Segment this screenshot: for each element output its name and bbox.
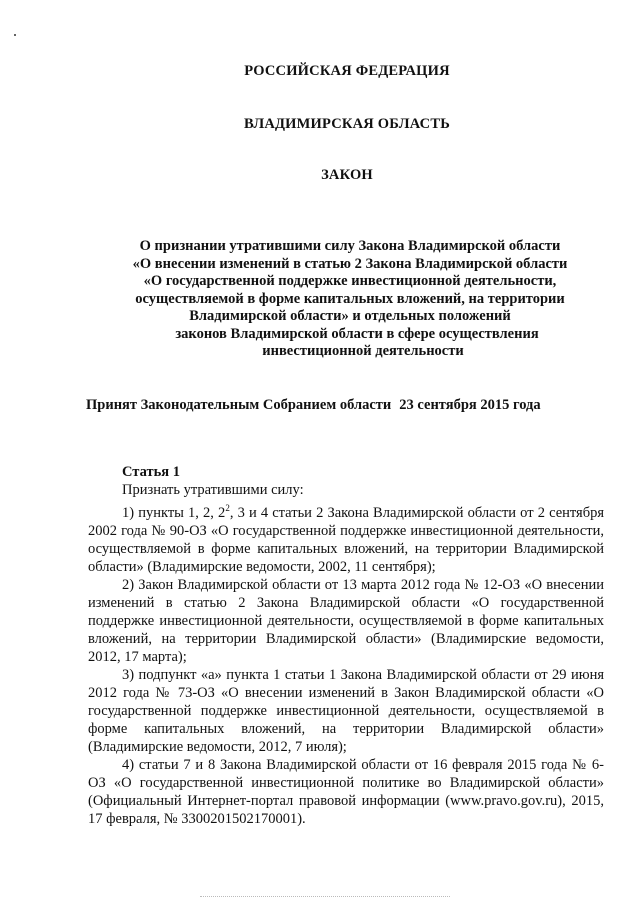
- law-title-line: инвестиционной деятельности: [262, 343, 464, 359]
- scan-speck: [14, 34, 16, 36]
- law-title-line: законов Владимирской области в сфере осуществления: [175, 325, 539, 342]
- law-title-line: «О внесении изменений в статью 2 Закона Владимирской области: [132, 255, 568, 272]
- country-heading: РОССИЙСКАЯ ФЕДЕРАЦИЯ: [244, 63, 450, 79]
- region-heading: ВЛАДИМИРСКАЯ ОБЛАСТЬ: [244, 116, 450, 132]
- adoption-line: [86, 397, 541, 414]
- article-item-1: [88, 499, 604, 576]
- item-superscript: 2: [225, 503, 230, 513]
- adoption-date: 23 сентября 2015 года: [399, 397, 541, 413]
- article-item-2: 2) Закон Владимирской области от 13 марта 2012 года № 12-ОЗ «О внесении изменений в статью 2 Закона Владимирской области «О государственной поддержке инвестиционной деятельности, осуществляемой в форме капитальных вложений, на территории Владимирской области» (Владимирские ведомости, 2012, 17 марта);: [88, 576, 604, 665]
- article-item-4: 4) статьи 7 и 8 Закона Владимирской области от 16 февраля 2015 года № 6-ОЗ «О государственной инвестиционной политике во Владимирской области» (Официальный Интернет-портал правовой информации (www.pravo.gov.ru), 2015, 17 февраля, № 3300201502170001).: [88, 756, 604, 827]
- article-1: [88, 463, 604, 828]
- article-item-3: 3) подпункт «а» пункта 1 статьи 1 Закона Владимирской области от 29 июня 2012 года № 73-ОЗ «О внесении изменений в Закон Владимирской области «О государственной поддержке инвестиционной деятельности, осуществляемой в форме капитальных вложений, на территории Владимирской области» (Владимирские ведомости, 2012, 7 июля);: [88, 666, 604, 755]
- item-text-part: 1) пункты 1, 2, 2: [122, 504, 226, 521]
- doc-type-heading: ЗАКОН: [321, 167, 373, 183]
- law-title-line: «О государственной поддержке инвестиционной деятельности,: [143, 273, 557, 289]
- article-lead: Признать утратившими силу:: [122, 482, 304, 498]
- scan-edge-line: [200, 896, 450, 898]
- law-title-line: осуществляемой в форме капитальных вложений, на территории: [135, 290, 565, 307]
- law-title-line: О признании утратившими силу Закона Владимирской области: [139, 238, 561, 254]
- adoption-text: Принят Законодательным Собранием области: [86, 397, 392, 413]
- law-title-line: Владимирской области» и отдельных положений: [189, 308, 511, 324]
- item-text-part: , 3 и 4 статьи 2 Закона Владимирской области от 2 сентября 2002 года № 90-ОЗ «О государственной поддержке инвестиционной деятельности, осуществляемой в форме капитальных вложений, на территории Владимирской области» (Владимирские ведомости, 2002, 11 сентября);: [88, 504, 605, 575]
- article-title: Статья 1: [122, 464, 180, 480]
- law-title: [95, 238, 605, 361]
